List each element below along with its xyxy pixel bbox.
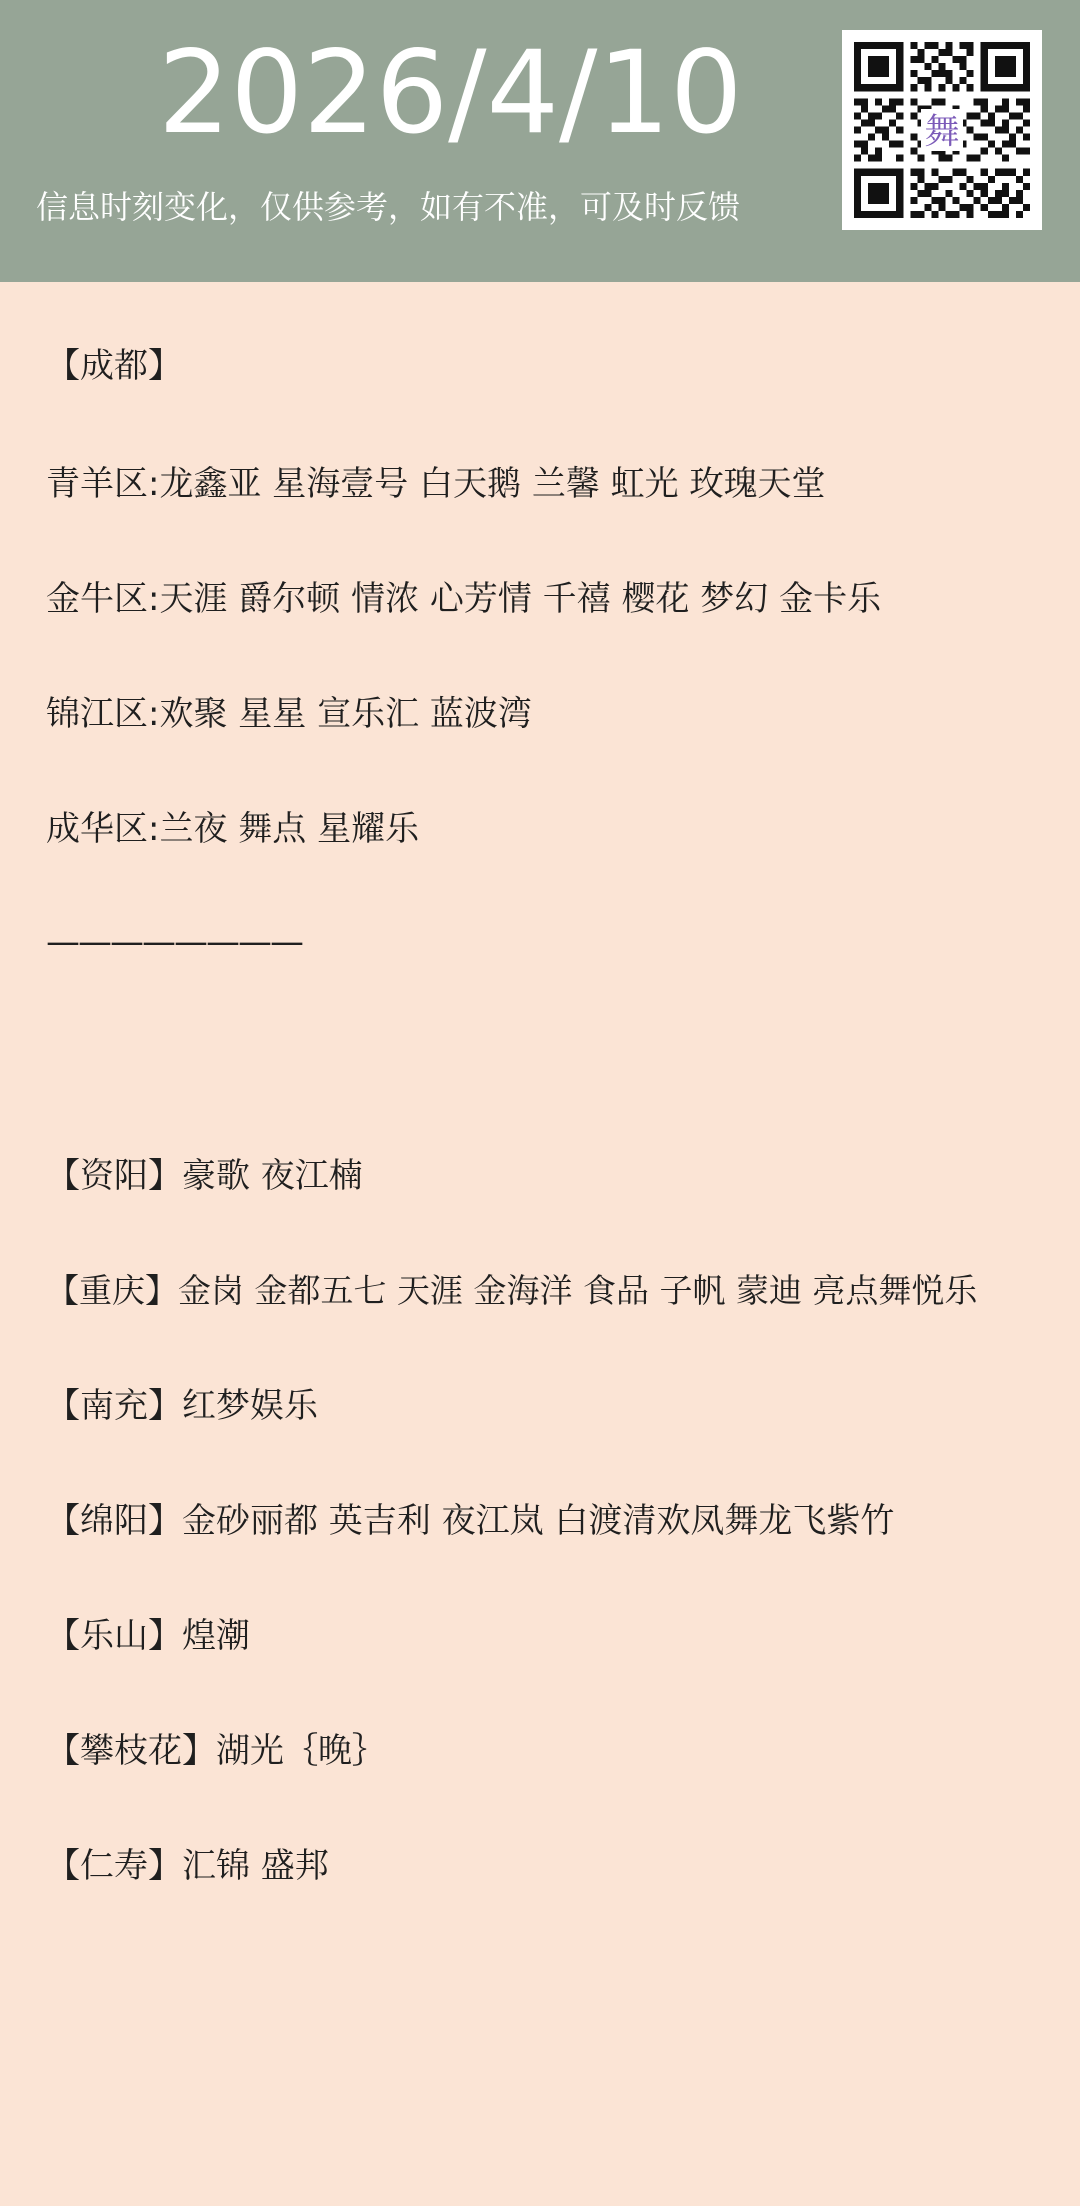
date-title: 2026/4/10 xyxy=(158,26,743,159)
city-ziyang: 【资阳】豪歌 夜江楠 xyxy=(46,1156,363,1196)
city-panzhihua: 【攀枝花】湖光｛晚｝ xyxy=(46,1731,386,1771)
header-banner xyxy=(0,0,1080,282)
chengdu-heading: 【成都】 xyxy=(46,346,182,386)
notice-text: 信息时刻变化，仅供参考，如有不准，可及时反馈 xyxy=(36,188,741,226)
district-jinniu: 金牛区:天涯 爵尔顿 情浓 心芳情 千禧 樱花 梦幻 金卡乐 xyxy=(46,579,882,619)
city-chongqing: 【重庆】金岗 金都五七 天涯 金海洋 食品 子帆 蒙迪 亮点舞悦乐 xyxy=(46,1271,978,1310)
district-qingyang: 青羊区:龙鑫亚 星海壹号 白天鹅 兰馨 虹光 玫瑰天堂 xyxy=(46,464,826,504)
qr-code-icon xyxy=(854,42,1030,218)
city-renshou: 【仁寿】汇锦 盛邦 xyxy=(46,1846,329,1886)
city-nanchong: 【南充】红梦娱乐 xyxy=(46,1386,318,1426)
district-jinjiang: 锦江区:欢聚 星星 宣乐汇 蓝波湾 xyxy=(46,694,532,734)
city-mianyang: 【绵阳】金砂丽都 英吉利 夜江岚 白渡清欢凤舞龙飞紫竹 xyxy=(46,1501,895,1541)
city-leshan: 【乐山】煌潮 xyxy=(46,1616,250,1656)
district-chenghua: 成华区:兰夜 舞点 星耀乐 xyxy=(46,809,420,849)
divider: ———————— xyxy=(46,922,302,962)
qr-code xyxy=(842,30,1042,230)
qr-center-logo: 舞 xyxy=(924,111,960,153)
